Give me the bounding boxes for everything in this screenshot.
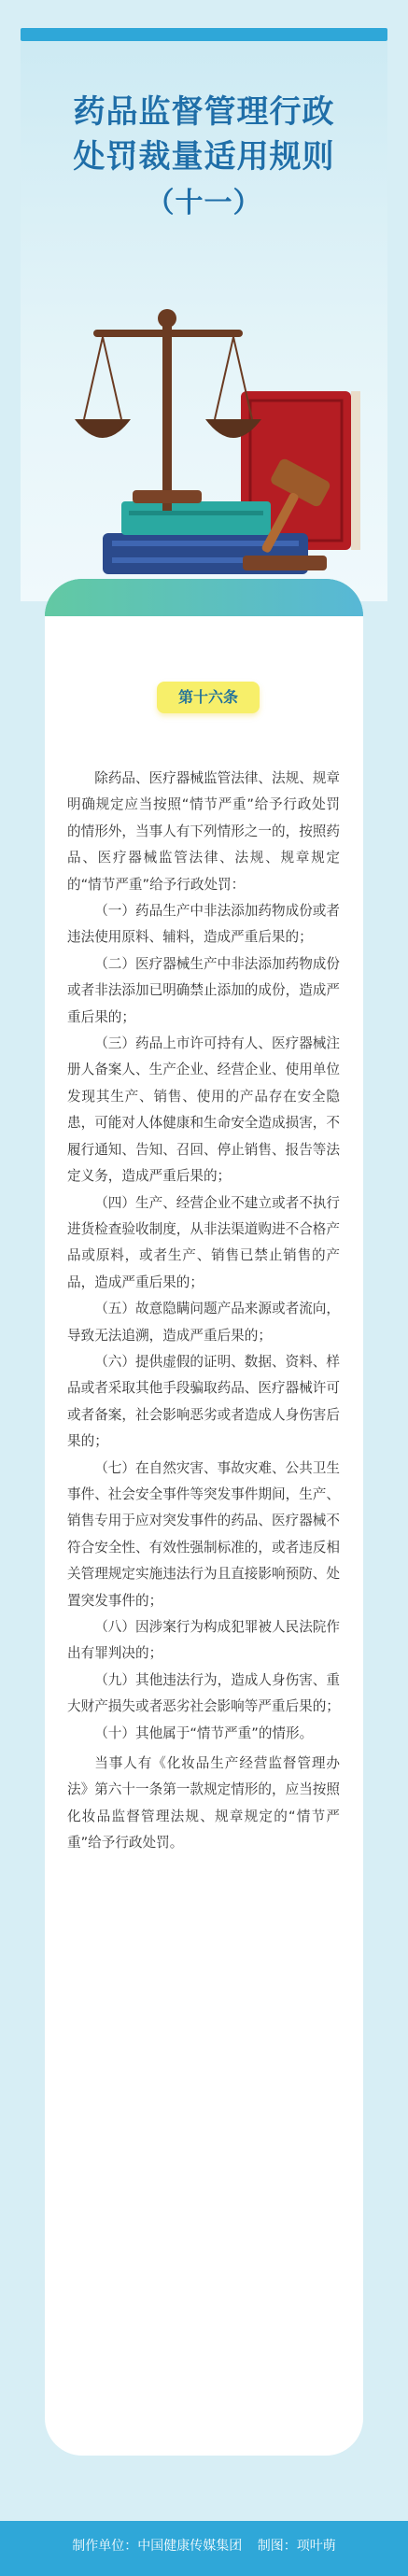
article-paragraph: （六）提供虚假的证明、数据、资料、样品或者采取其他手段骗取药品、医疗器械许可或者备案，社会影响恶劣或者造成人身伤害后果的； bbox=[67, 1353, 340, 1450]
producer-credit: 制作单位：中国健康传媒集团 bbox=[72, 2539, 243, 2554]
article-paragraph: （八）因涉案行为构成犯罪被人民法院作出有罪判决的； bbox=[67, 1619, 340, 1662]
article-body bbox=[67, 766, 340, 1857]
article-paragraph: （十）其他属于“情节严重”的情形。 bbox=[94, 1724, 314, 1741]
title-line-1: 药品监督管理行政 bbox=[73, 93, 335, 131]
article-card bbox=[45, 579, 363, 2456]
scale-pole-icon bbox=[162, 324, 172, 511]
title-line-3: （十一） bbox=[146, 187, 262, 219]
article-paragraph: （一）药品生产中非法添加药物成份或者违法使用原料、辅料，造成严重后果的； bbox=[67, 903, 340, 946]
article-paragraph: （三）药品上市许可持有人、医疗器械注册人备案人、生产企业、经营企业、使用单位发现其生产、销售、使用的产品存在安全隐患，可能对人体健康和生命安全造成损害，不履行通知、告知、召回、停止销售、报告等法定义务，造成严重后果的； bbox=[67, 1035, 340, 1185]
title-line-2: 处罚裁量适用规则 bbox=[73, 138, 335, 176]
article-paragraph: （五）故意隐瞒问题产品来源或者流向，导致无法追溯，造成严重后果的； bbox=[67, 1301, 340, 1344]
scale-pan-left-icon bbox=[75, 419, 131, 438]
top-accent-bar bbox=[21, 28, 387, 41]
article-paragraph: （九）其他违法行为，造成人身伤害、重大财产损失或者恶劣社会影响等严重后果的； bbox=[67, 1671, 340, 1715]
article-paragraph: 当事人有《化妆品生产经营监督管理办法》第六十一条第一款规定情形的，应当按照化妆品监督管理法规、规章规定的“情节严重”给予行政处罚。 bbox=[67, 1755, 340, 1851]
article-number-badge: 第十六条 bbox=[157, 682, 260, 713]
article-paragraph: （四）生产、经营企业不建立或者不执行进货检查验收制度，从非法渠道购进不合格产品或原料，或者生产、销售已禁止销售的产品，造成严重后果的； bbox=[67, 1194, 340, 1290]
header-banner bbox=[21, 41, 387, 601]
article-paragraph: （七）在自然灾害、事故灾难、公共卫生事件、社会安全事件等突发事件期间，生产、销售专用于应对突发事件的药品、医疗器械不符合安全性、有效性强制标准的，或者违反相关管理规定实施违法行为且直接影响预防、处置突发事件的； bbox=[67, 1459, 340, 1609]
teal-book-icon bbox=[121, 501, 271, 535]
designer-credit: 制图：项叶萌 bbox=[257, 2539, 336, 2554]
footer-credits bbox=[0, 2536, 408, 2555]
article-paragraph: 除药品、医疗器械监管法律、法规、规章明确规定应当按照“情节严重”给予行政处罚的情形外，当事人有下列情形之一的，按照药品、医疗器械监管法律、法规、规章规定的“情节严重”给予行政处罚： bbox=[67, 770, 340, 893]
justice-scale-illustration bbox=[75, 279, 373, 592]
article-paragraph: （二）医疗器械生产中非法添加药物成份或者非法添加已明确禁止添加的成份，造成严重后果的； bbox=[67, 955, 340, 1025]
